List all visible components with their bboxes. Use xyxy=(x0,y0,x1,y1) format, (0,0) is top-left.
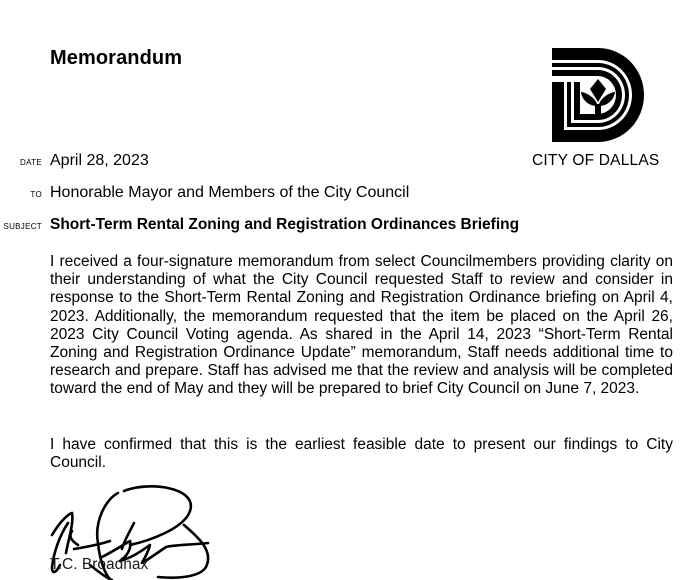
memo-title: Memorandum xyxy=(50,47,183,69)
subject-label: SUBJECT xyxy=(3,222,42,231)
city-of-dallas-logo-icon xyxy=(550,46,644,144)
date-value: April 28, 2023 xyxy=(50,152,149,169)
subject-row xyxy=(0,216,694,236)
body-paragraph: I received a four-signature memorandum from select Councilmembers providing clarity on their understanding of what the City Council requested Staff to review and consider in response to the Short-Term Rental Zoning and Registration Ordinance briefing on April 4, 2023. Additionally, the memorandum requested that the item be placed on the April 26, 2023 City Council Voting agenda. As shared in the April 14, 2023 “Short-Term Rental Zoning and Registration Ordinance Update” memorandum, Staff needs additional time to research and prepare. Staff has advised me that the review and analysis will be completed toward the end of May and they will be prepared to brief City Council on June 7, 2023. xyxy=(50,253,673,398)
to-row xyxy=(0,184,694,204)
organization-name: CITY OF DALLAS xyxy=(532,152,660,169)
date-row xyxy=(0,152,694,172)
date-label: DATE xyxy=(20,158,42,167)
to-label: TO xyxy=(30,190,42,199)
signer-name: T.C. Broadnax xyxy=(50,556,149,573)
to-value: Honorable Mayor and Members of the City Council xyxy=(50,184,410,201)
subject-value: Short-Term Rental Zoning and Registration Ordinances Briefing xyxy=(50,216,520,233)
body-paragraph: I have confirmed that this is the earliest feasible date to present our findings to City Council. xyxy=(50,436,673,472)
